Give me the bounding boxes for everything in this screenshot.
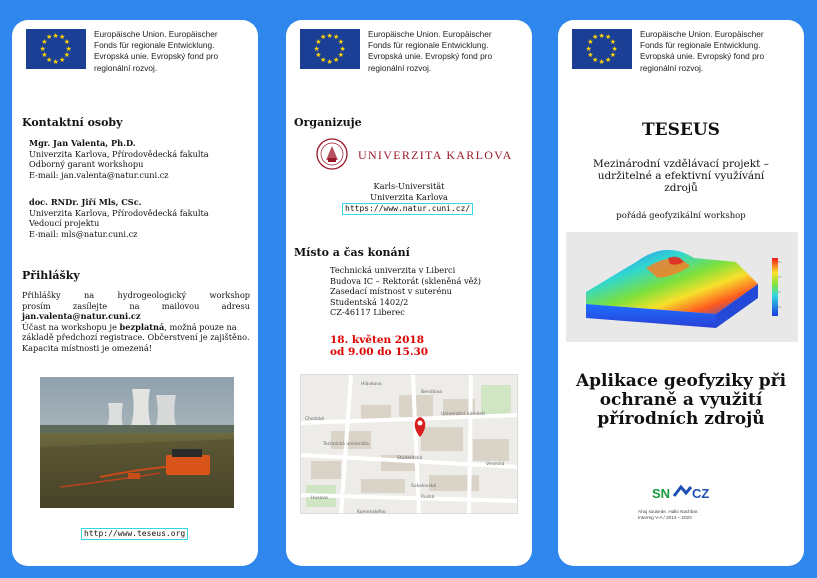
eu-star-icon: ★ xyxy=(611,44,618,53)
eu-star-icon: ★ xyxy=(315,38,322,46)
teseus-url-link[interactable]: http://www.teseus.org xyxy=(81,528,188,540)
signup-text xyxy=(22,290,250,354)
address-line: Technická univerzita v Liberci xyxy=(330,265,456,275)
svg-text:CZ: CZ xyxy=(692,486,710,501)
organizer-heading: Organizuje xyxy=(294,116,362,129)
eu-star-icon: ★ xyxy=(587,51,594,59)
contact-email[interactable]: E-mail: mls@natur.cuni.cz xyxy=(29,228,138,239)
signup-line: Přihlášky na hydrogeologický workshop xyxy=(22,290,250,300)
eu-text-line: Fonds für regionale Entwicklung. xyxy=(94,40,215,51)
subtitle-line: udržitelné a efektivní využívání xyxy=(597,170,765,182)
geophysical-model-image xyxy=(566,232,798,342)
eu-star-icon: ★ xyxy=(326,57,333,66)
map-label: Ruská xyxy=(421,495,435,500)
event-time: od 9.00 do 15.30 xyxy=(330,346,429,358)
event-date: 18. květen 2018 xyxy=(330,334,425,346)
eu-star-icon: ★ xyxy=(46,33,53,42)
university-names xyxy=(286,181,532,202)
location-map[interactable] xyxy=(300,374,518,514)
signup-heading: Přihlášky xyxy=(22,269,80,282)
sn-cz-logo xyxy=(652,482,712,504)
address-line: CZ-46117 Liberec xyxy=(330,307,405,318)
eu-star-icon: ★ xyxy=(41,51,48,59)
eu-flag-icon xyxy=(26,29,86,69)
map-label: Vesecká xyxy=(486,462,505,467)
eu-star-icon: ★ xyxy=(592,33,599,42)
map-label: Komenského xyxy=(357,510,386,514)
signup-line: základě předchozí registrace. Občerstvení je zajištěno. xyxy=(22,332,250,343)
map-label: Hlávkova xyxy=(361,382,382,387)
eu-star-icon: ★ xyxy=(337,51,345,59)
eu-star-icon: ★ xyxy=(52,31,59,40)
eu-star-icon: ★ xyxy=(320,55,327,64)
eu-star-icon: ★ xyxy=(63,51,71,59)
eu-star-icon: ★ xyxy=(313,44,320,53)
eu-text-line: Evropská unie. Evropský fond pro xyxy=(640,51,765,62)
eu-text-line: Evropská unie. Evropský fond pro xyxy=(368,51,493,62)
eu-star-icon: ★ xyxy=(333,55,340,64)
address-line: Zasedací místnost v suterénu xyxy=(330,286,452,297)
eu-star-icon: ★ xyxy=(592,55,599,64)
eu-funding-block xyxy=(26,29,254,74)
eu-star-icon: ★ xyxy=(52,57,59,66)
map-label: Studentská xyxy=(397,456,423,461)
workshop-line: pořádá geofyzikální workshop xyxy=(616,211,746,221)
eu-star-icon: ★ xyxy=(63,38,71,46)
project-title: TESEUS xyxy=(642,120,720,140)
eu-star-icon: ★ xyxy=(605,33,612,42)
eu-star-icon: ★ xyxy=(39,44,46,53)
signup-line: prosím zasílejte na mailovou adresu xyxy=(22,300,250,311)
subtitle-line: zdrojů xyxy=(664,182,698,194)
eu-star-icon: ★ xyxy=(587,38,594,46)
eu-text-line: Fonds für regionale Entwicklung. xyxy=(368,40,489,51)
place-heading: Místo a čas konání xyxy=(294,246,410,259)
eu-star-icon: ★ xyxy=(598,31,605,40)
address-line: Studentská 1402/2 xyxy=(330,296,409,307)
contacts-heading: Kontaktní osoby xyxy=(22,116,123,129)
eu-funding-block xyxy=(572,29,800,74)
university-line: Univerzita Karlova xyxy=(370,191,448,202)
address-line: Budova IC – Rektorát (skleněná věž) xyxy=(330,275,481,286)
eu-star-icon: ★ xyxy=(41,38,48,46)
contact-email[interactable]: E-mail: jan.valenta@natur.cuni.cz xyxy=(29,169,169,180)
sn-tag-line: Interreg V-A / 2014 – 2020 xyxy=(638,515,692,520)
contact-role: Vedoucí projektu xyxy=(29,218,100,229)
eu-text-line: regionální rozvoj. xyxy=(640,62,704,73)
map-label: Husova xyxy=(311,496,328,501)
eu-text-line: Evropská unie. Evropský fond pro xyxy=(94,51,219,62)
eu-star-icon: ★ xyxy=(59,33,66,42)
eu-text-line: Europäische Union. Europäischer xyxy=(94,29,218,39)
map-label: Sokolovská xyxy=(411,484,437,489)
eu-text-line: Europäische Union. Europäischer xyxy=(640,29,764,39)
address xyxy=(330,265,530,318)
workshop-title-line: přírodních zdrojů xyxy=(597,409,765,429)
signup-line xyxy=(22,322,250,333)
eu-star-icon: ★ xyxy=(337,38,345,46)
workshop-title-line: Aplikace geofyziky při xyxy=(575,371,787,391)
map-label: Chodské xyxy=(305,417,325,422)
map-label: Technická univerzita xyxy=(323,442,369,447)
eu-text-line: regionální rozvoj. xyxy=(368,62,432,73)
workshop-title-line: ochraně a využití xyxy=(599,390,763,410)
signup-part: Účast na workshopu je xyxy=(22,321,120,332)
eu-star-icon: ★ xyxy=(315,51,322,59)
contact-name: doc. RNDr. Jiří Mls, CSc. xyxy=(29,197,142,207)
eu-star-icon: ★ xyxy=(59,55,66,64)
contact-org: Univerzita Karlova, Přírodovědecká fakulta xyxy=(29,148,209,159)
eu-star-icon: ★ xyxy=(65,44,72,53)
date-time xyxy=(330,334,428,358)
signup-part: , možná pouze na xyxy=(164,321,237,332)
university-name: UNIVERZITA KARLOVA xyxy=(358,148,513,162)
eu-star-icon: ★ xyxy=(585,44,592,53)
map-label: Bendlova xyxy=(421,390,442,395)
panel-cover xyxy=(558,20,804,566)
contact-name: Mgr. Jan Valenta, Ph.D. xyxy=(29,138,136,148)
project-subtitle xyxy=(558,158,804,194)
contact-role: Odborný garant workshopu xyxy=(29,159,144,170)
eu-star-icon: ★ xyxy=(320,33,327,42)
eu-star-icon: ★ xyxy=(339,44,346,53)
panel-contacts xyxy=(12,20,258,566)
eu-star-icon: ★ xyxy=(609,51,617,59)
eu-star-icon: ★ xyxy=(326,31,333,40)
signup-free: bezplatná xyxy=(119,321,165,332)
eu-star-icon: ★ xyxy=(46,55,53,64)
sn-tag-line: Ahoj sousede. Hallo Nachbar. xyxy=(638,509,699,514)
faculty-url-link[interactable]: https://www.natur.cuni.cz/ xyxy=(342,203,473,215)
workshop-title xyxy=(558,372,804,429)
subtitle-line: Mezinárodní vzdělávací projekt – xyxy=(593,158,769,170)
eu-star-icon: ★ xyxy=(598,57,605,66)
map-label: Univerzitní náměstí xyxy=(441,412,485,417)
eu-text-line: Fonds für regionale Entwicklung. xyxy=(640,40,761,51)
eu-funding-block xyxy=(300,29,528,74)
field-photo xyxy=(40,377,234,508)
contact-org: Univerzita Karlova, Přírodovědecká fakulta xyxy=(29,207,209,218)
eu-star-icon: ★ xyxy=(609,38,617,46)
eu-star-icon: ★ xyxy=(605,55,612,64)
panel-organizer xyxy=(286,20,532,566)
signup-email[interactable]: jan.valenta@natur.cuni.cz xyxy=(22,311,141,322)
eu-flag-icon xyxy=(300,29,360,69)
eu-text-line: Europäische Union. Europäischer xyxy=(368,29,492,39)
contact-2 xyxy=(29,197,254,239)
svg-text:SN: SN xyxy=(652,486,671,501)
sn-cz-tagline xyxy=(638,509,728,521)
contact-1 xyxy=(29,138,254,180)
eu-text-line: regionální rozvoj. xyxy=(94,62,158,73)
university-seal-icon xyxy=(316,138,356,170)
signup-line: Kapacita místnosti je omezená! xyxy=(22,342,153,353)
eu-flag-icon xyxy=(572,29,632,69)
university-line: Karls-Universität xyxy=(373,181,445,191)
eu-star-icon: ★ xyxy=(333,33,340,42)
